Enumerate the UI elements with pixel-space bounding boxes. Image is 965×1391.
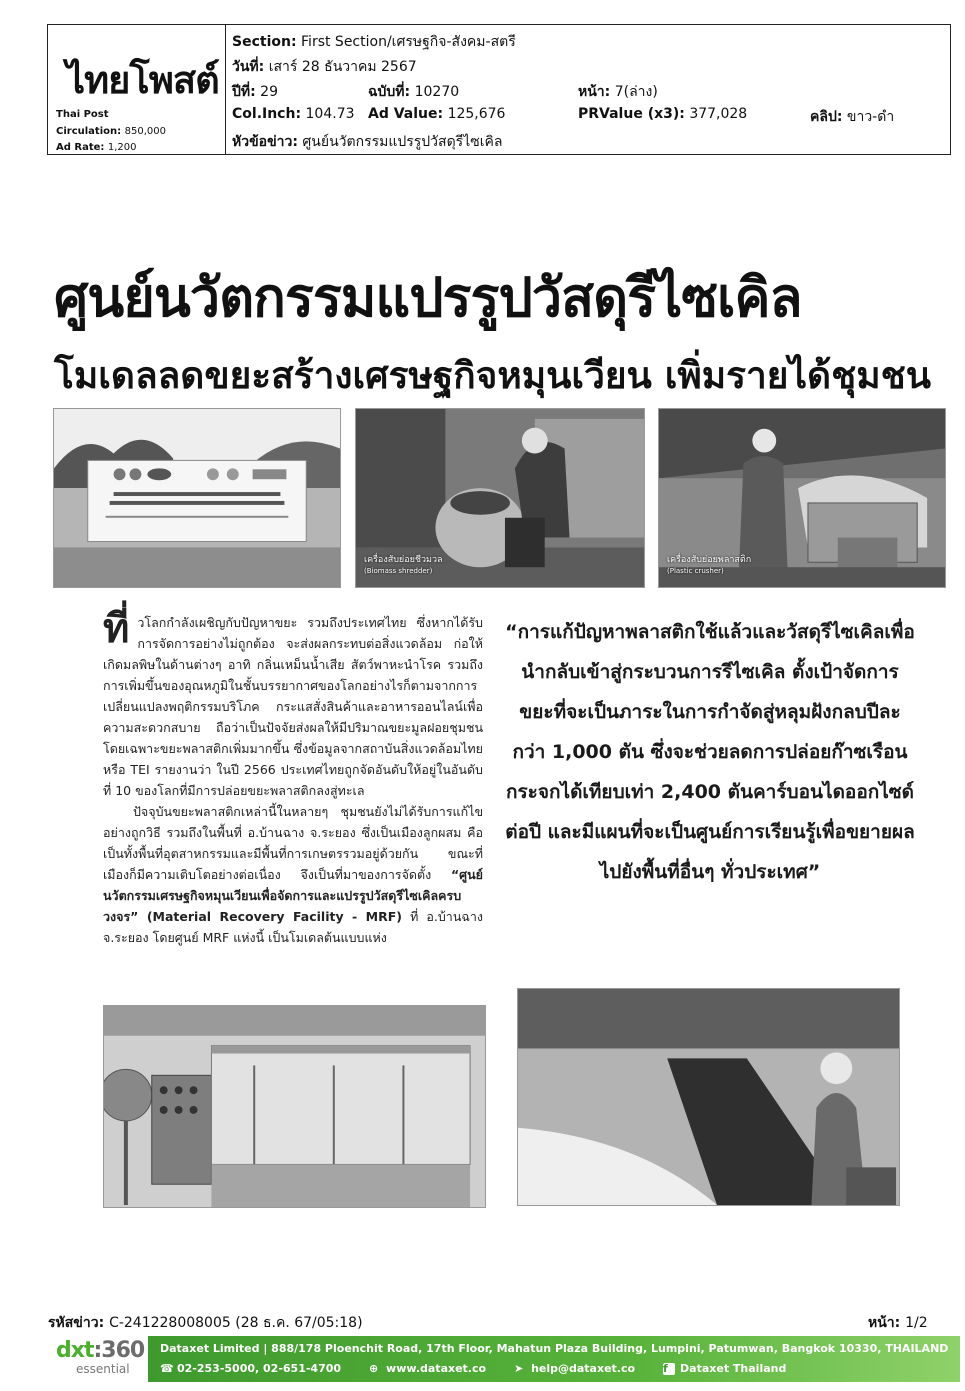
phone-icon: ☎ [160,1361,174,1375]
company-address: Dataxet Limited | 888/178 Ploenchit Road, 17th Floor, Mahatun Plaza Building, Lumpini, Patumwan, Bangkok 10330, THAILAND [160,1342,949,1355]
photo-sorting-conveyor [517,988,900,1206]
photo-facility-sign [53,408,341,588]
dropcap: ที่ [103,606,130,652]
col-inch: Col.Inch: 104.73 [232,106,355,122]
ad-rate: Ad Rate: 1,200 [56,142,137,153]
photo-plastic-crusher [658,408,946,588]
clipping-meta [226,25,950,154]
photo-washing-line [103,1005,486,1208]
article-body [103,606,483,948]
photo-plastic-caption: เครื่องสับย่อยพลาสติก (Plastic crusher) [667,555,752,575]
paragraph-2: ปัจจุบันขยะพลาสติกเหล่านี้ในหลายๆ ชุมชนยังไม่ได้รับการแก้ไขอย่างถูกวิธี รวมถึงในพื้นที่ อ.บ้านฉาง จ.ระยอง ซึ่งเป็นเมืองลูกผสม คือ เป็นทั้งพื้นที่อุตสาหกรรมและมีพื้นที่การเกษตรรวมอยู่ด้วยกัน ขณะที่เมืองก็มีความเติบโตอย่างต่อเนื่อง จึงเป็นที่มาของการจัดตั้ง “ศูนย์นวัตกรรมเศรษฐกิจหมุนเวียนเพื่อจัดการและแปรรูปวัสดุรีไซเคิลครบวงจร” (Material Recovery Facility - MRF) ที่ อ.บ้านฉาง จ.ระยอง โดยศูนย์ MRF แห่งนี้ เป็นโมเดลต้นแบบแห่ง [103,804,483,945]
paragraph-1: ที่วโลกกำลังเผชิญกับปัญหาขยะ รวมถึงประเทศไทย ซึ่งหากได้รับการจัดการอย่างไม่ถูกต้อง จะส่งผลกระทบต่อสิ่งแวดล้อม ก่อให้เกิดมลพิษในด้านต่างๆ อาทิ กลิ่นเหม็นน้ำเสีย สัตว์พาหะนำโรค รวมถึงการเพิ่มขึ้นของอุณหภูมิในชั้นบรรยากาศของโลกอย่างไรก็ตามจากการเปลี่ยนแปลงพฤติกรรมบริโภค กระแสสั่งสินค้าและอาหารออนไลน์เพื่อความสะดวกสบาย ถือว่าเป็นปัจจัยส่งผลให้มีปริมาณขยะมูลฝอยชุมชน โดยเฉพาะขยะพลาสติกเพิ่มมากขึ้น ซึ่งข้อมูลจากสถาบันสิ่งแวดล้อมไทย หรือ TEI รายงานว่า ในปี 2566 ประเทศไทยถูกจัดอันดับให้อยู่ในอันดับที่ 10 ของโลกที่มีการปล่อยขยะพลาสติกลงสู่ทะเล [103,606,483,798]
photo-facility-sign-image [54,409,340,587]
article-subheadline: โมเดลลดขยะสร้างเศรษฐกิจหมุนเวียน เพิ่มรายได้ชุมชน [54,354,931,397]
page-number: หน้า: 7(ล่าง) [578,84,658,100]
clipping-header [47,24,951,155]
website-link[interactable]: ⊕ www.dataxet.co [369,1361,487,1375]
issue: ฉบับที่: 10270 [368,84,460,100]
article-headline: ศูนย์นวัตกรรมแปรรูปวัสดุรีไซเคิล [54,266,802,329]
photo-biomass-shredder [355,408,645,588]
send-icon: ➤ [514,1361,524,1375]
paper-name: Thai Post [56,109,109,120]
email-link[interactable]: ➤ help@dataxet.co [514,1361,636,1375]
dataxet-logo: dxt:360 essential [56,1338,145,1376]
year: ปีที่: 29 [232,84,278,100]
photo-washing-line-image [104,1006,485,1207]
news-code: รหัสข่าว: C-241228008005 (28 ธ.ค. 67/05:18) [48,1315,363,1331]
pr-value: PRValue (x3): 377,028 [578,106,748,122]
pull-quote: “การแก้ปัญหาพลาสติกใช้แล้วและวัสดุรีไซเคิลเพื่อนำกลับเข้าสู่กระบวนการรีไซเคิล ตั้งเป้าจัดการขยะที่จะเป็นภาระในการกำจัดสู่หลุมฝังกลบปีละกว่า 1,000 ตัน ซึ่งจะช่วยลดการปล่อยก๊าซเรือนกระจกได้เทียบเท่า 2,400 ตันคาร์บอนไดออกไซด์ต่อปี และมีแผนที่จะเป็นศูนย์การเรียนรู้เพื่อขยายผลไปยังพื้นที่อื่นๆ ทั่วประเทศ” [505,621,915,883]
photo-biomass-caption: เครื่องสับย่อยชีวมวล (Biomass shredder) [364,555,443,575]
thaipost-logo: ไทยโพสต์ [66,58,219,102]
facebook-link[interactable]: f Dataxet Thailand [663,1361,787,1375]
footer-page: หน้า: 1/2 [868,1315,928,1331]
facebook-icon: f [663,1363,675,1375]
clip-type: คลิป: ขาว-ดำ [810,109,895,125]
publication-info [48,25,226,154]
ad-value: Ad Value: 125,676 [368,106,506,122]
section: Section: First Section/เศรษฐกิจ-สังคม-สตรี [232,34,516,50]
circulation: Circulation: 850,000 [56,126,166,137]
globe-icon: ⊕ [369,1361,379,1375]
phone-contact: ☎ 02-253-5000, 02-651-4700 [160,1361,342,1375]
photo-sorting-conveyor-image [518,989,899,1205]
date: วันที่: เสาร์ 28 ธันวาคม 2567 [232,59,417,75]
contact-bar [148,1336,960,1382]
news-topic: หัวข้อข่าว: ศูนย์นวัตกรรมแปรรูปวัสดุรีไซเคิล [232,134,503,150]
